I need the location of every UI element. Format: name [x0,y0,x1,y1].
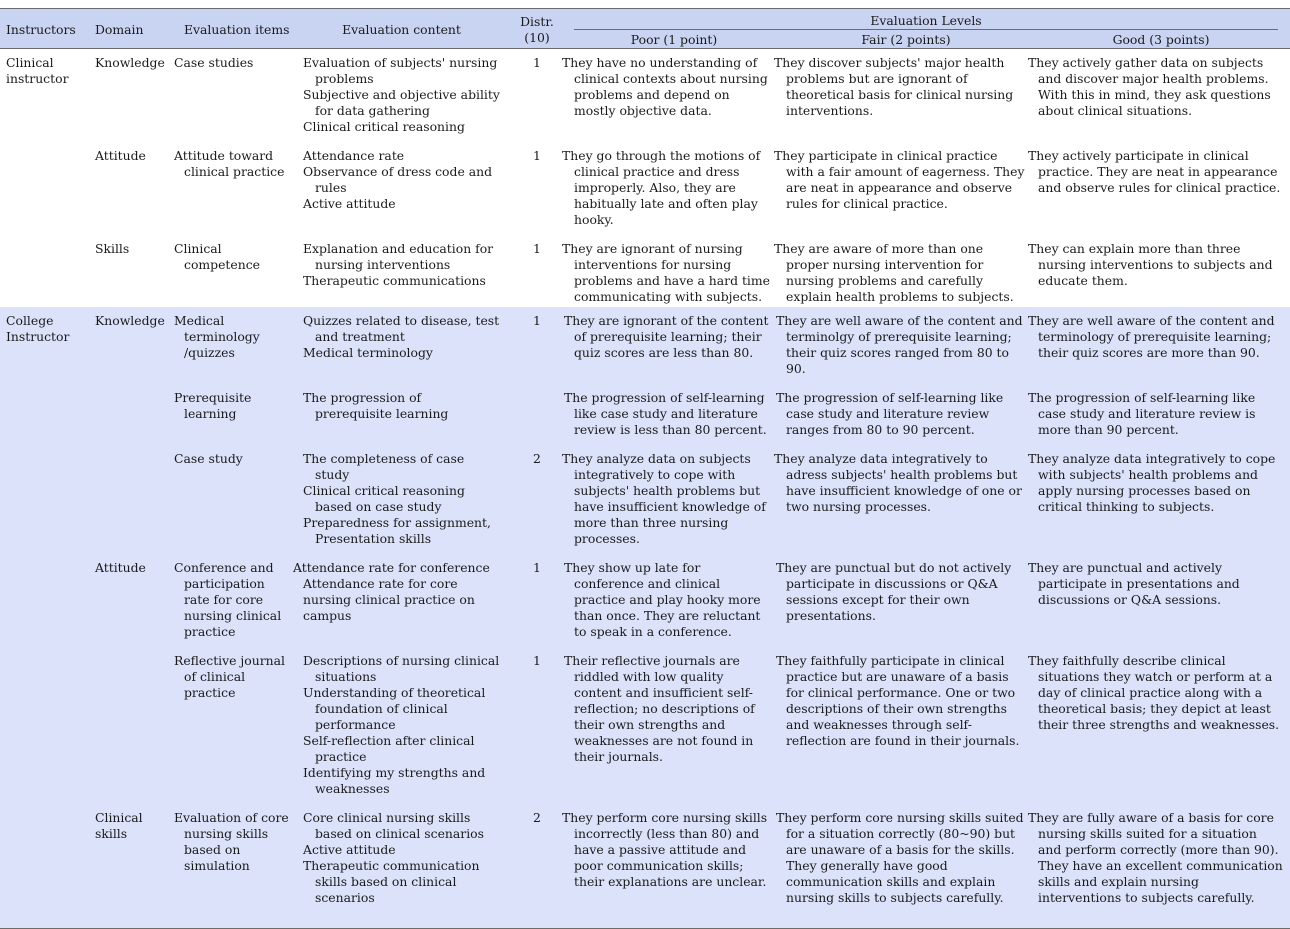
distr-cell [506,388,568,449]
instructor-cell [0,388,89,449]
content-line: Explanation and education for nursing interventions [303,241,494,272]
good-cell: The progression of self-learning like case study and literature review is more than 90 percent. [1032,388,1290,449]
fair-cell: They perform core nursing skills suited for a situation correctly (80~90) but are unaware of a basis for the skills. They generally have good communication skills and explain nursing skills to subjects carefully. [780,808,1032,929]
good-cell: They analyze data integratively to cope with subjects' health problems and apply nursing processes based on critical thinking to subjects. [1032,449,1290,558]
instructor-cell: Clinical instructor [0,49,89,147]
table-row [0,449,1290,558]
good-cell: They actively participate in clinical practice. They are neat in appearance and observe rules for clinical practice. [1032,146,1290,239]
content-line: Understanding of theoretical foundation of clinical performance [303,685,486,732]
content-line: Quizzes related to disease, test and treatment [303,313,500,344]
good-cell: They are punctual and actively participate in presentations and discussions or Q&A sessions. [1032,558,1290,651]
item-cell: Prerequisite learning [178,388,297,449]
content-line: Core clinical nursing skills based on clinical scenarios [303,810,484,841]
table-row [0,808,1290,929]
content-cell: Attendance rate for conference Attendance rate for core nursing clinical practice on campus [297,558,506,651]
table-row [0,651,1290,808]
header-distr: Distr. (10) [506,9,568,49]
header-good: Good (3 points) [1032,30,1290,49]
poor-cell: They analyze data on subjects integratively to cope with subjects' health problems but have insufficient knowledge of more than three nursing processes. [568,449,780,558]
content-line: Active attitude [303,196,396,211]
clinical-instructor-section [0,49,1290,308]
content-line: Attendance rate [303,148,405,163]
content-cell [297,388,506,449]
table-row [0,49,1290,147]
content-cell [297,239,506,307]
content-cell [297,146,506,239]
poor-cell: They perform core nursing skills incorrectly (less than 80) and have a passive attitude and poor communication skills; their explanations are unclear. [568,808,780,929]
domain-cell: Knowledge [89,307,178,388]
instructor-cell: College Instructor [0,307,89,388]
fair-cell: They faithfully participate in clinical practice but are unaware of a basis for clinical performance. One or two descriptions of their own strengths and weaknesses through self-reflection are found in their journals. [780,651,1032,808]
content-line: Clinical critical reasoning [303,119,465,134]
item-cell: Conference and participation rate for core nursing clinical practice [178,558,297,651]
header-domain: Domain [89,9,178,49]
table-row [0,558,1290,651]
content-line: Active attitude [303,842,396,857]
header-fair: Fair (2 points) [780,30,1032,49]
table-row [0,388,1290,449]
distr-cell: 1 [506,49,568,147]
good-cell: They are fully aware of a basis for core nursing skills suited for a situation and perform correctly (more than 90). They have an excellent communication skills and explain nursing interventions to subjects carefully. [1032,808,1290,929]
poor-cell: They are ignorant of the content of prerequisite learning; their quiz scores are less than 80. [568,307,780,388]
item-cell: Case study [178,449,297,558]
distr-cell: 1 [506,146,568,239]
fair-cell: They analyze data integratively to adress subjects' health problems but have insufficient knowledge of one or two nursing processes. [780,449,1032,558]
poor-cell: Their reflective journals are riddled with low quality content and insufficient self-reflection; no descriptions of their own strengths and weaknesses are not found in their journals. [568,651,780,808]
instructor-cell [0,651,89,808]
instructor-cell [0,558,89,651]
content-line: Observance of dress code and rules [303,164,493,195]
instructor-cell [0,239,89,307]
table-row [0,307,1290,388]
domain-cell [89,388,178,449]
content-line: Descriptions of nursing clinical situations [303,653,500,684]
domain-cell: Clinical skills [89,808,178,929]
poor-cell: They have no understanding of clinical contexts about nursing problems and depend on mostly objective data. [568,49,780,147]
distr-cell: 2 [506,808,568,929]
domain-cell: Attitude [89,558,178,651]
domain-cell [89,449,178,558]
domain-cell: Attitude [89,146,178,239]
content-line: Therapeutic communication skills based on clinical scenarios [303,858,480,905]
distr-cell: 1 [506,558,568,651]
content-line: Self-reflection after clinical practice [303,733,475,764]
distr-cell: 2 [506,449,568,558]
item-cell: Case studies [178,49,297,147]
content-cell [297,307,506,388]
content-cell [297,449,506,558]
domain-cell [89,651,178,808]
poor-cell: The progression of self-learning like case study and literature review is less than 80 percent. [568,388,780,449]
header-poor: Poor (1 point) [568,30,780,49]
content-cell [297,808,506,929]
domain-cell: Skills [89,239,178,307]
content-line: Clinical critical reasoning based on case study [303,483,465,514]
content-cell [297,651,506,808]
header-evaluation-items: Evaluation items [178,9,297,49]
fair-cell: They are punctual but do not actively participate in discussions or Q&A sessions except for their own presentations. [780,558,1032,651]
good-cell: They are well aware of the content and terminology of prerequisite learning; their quiz scores are more than 90. [1032,307,1290,388]
instructor-cell [0,146,89,239]
table-row [0,146,1290,239]
fair-cell: They participate in clinical practice with a fair amount of eagerness. They are neat in appearance and observe rules for clinical practice. [780,146,1032,239]
header-evaluation-levels [568,9,1290,31]
content-line: The progression of prerequisite learning [303,390,449,421]
item-cell: Attitude toward clinical practice [178,146,297,239]
item-cell: Reflective journal of clinical practice [178,651,297,808]
good-cell: They faithfully describe clinical situations they watch or perform at a day of clinical practice along with a theoretical basis; they depict at least their three strengths and weaknesses. [1032,651,1290,808]
content-line: Identifying my strengths and weaknesses [303,765,486,796]
poor-cell: They are ignorant of nursing interventions for nursing problems and have a hard time communicating with subjects. [568,239,780,307]
instructor-cell [0,449,89,558]
content-cell [297,49,506,147]
distr-cell: 1 [506,651,568,808]
distr-cell: 1 [506,239,568,307]
fair-cell: They are aware of more than one proper nursing intervention for nursing problems and carefully explain health problems to subjects. [780,239,1032,307]
fair-cell: They are well aware of the content and terminolgy of prerequisite learning; their quiz scores ranged from 80 to 90. [780,307,1032,388]
distr-cell: 1 [506,307,568,388]
poor-cell: They show up late for conference and clinical practice and play hooky more than once. They are reluctant to speak in a conference. [568,558,780,651]
content-line: Evaluation of subjects' nursing problems [303,55,498,86]
poor-cell: They go through the motions of clinical practice and dress improperly. Also, they are habitually late and often play hooky. [568,146,780,239]
table-row [0,239,1290,307]
instructor-cell [0,808,89,929]
domain-cell: Knowledge [89,49,178,147]
content-line: The completeness of case study [303,451,465,482]
content-line: Therapeutic communications [303,273,486,288]
fair-cell: They discover subjects' major health problems but are ignorant of theoretical basis for clinical nursing interventions. [780,49,1032,147]
item-cell: Evaluation of core nursing skills based on simulation [178,808,297,929]
good-cell: They can explain more than three nursing interventions to subjects and educate them. [1032,239,1290,307]
content-line: Medical terminology [303,345,433,360]
header-evaluation-levels-label: Evaluation Levels [574,13,1278,30]
header-instructors: Instructors [0,9,89,49]
fair-cell: The progression of self-learning like case study and literature review ranges from 80 to 90 percent. [780,388,1032,449]
item-cell: Clinical competence [178,239,297,307]
item-cell: Medical terminology /quizzes [178,307,297,388]
college-instructor-section [0,307,1290,929]
content-line: Preparedness for assignment, Presentation skills [303,515,491,546]
evaluation-rubric-table [0,8,1290,929]
good-cell: They actively gather data on subjects and discover major health problems. With this in mind, they ask questions about clinical situations. [1032,49,1290,147]
content-line: Subjective and objective ability for data gathering [303,87,500,118]
header-evaluation-content: Evaluation content [297,9,506,49]
